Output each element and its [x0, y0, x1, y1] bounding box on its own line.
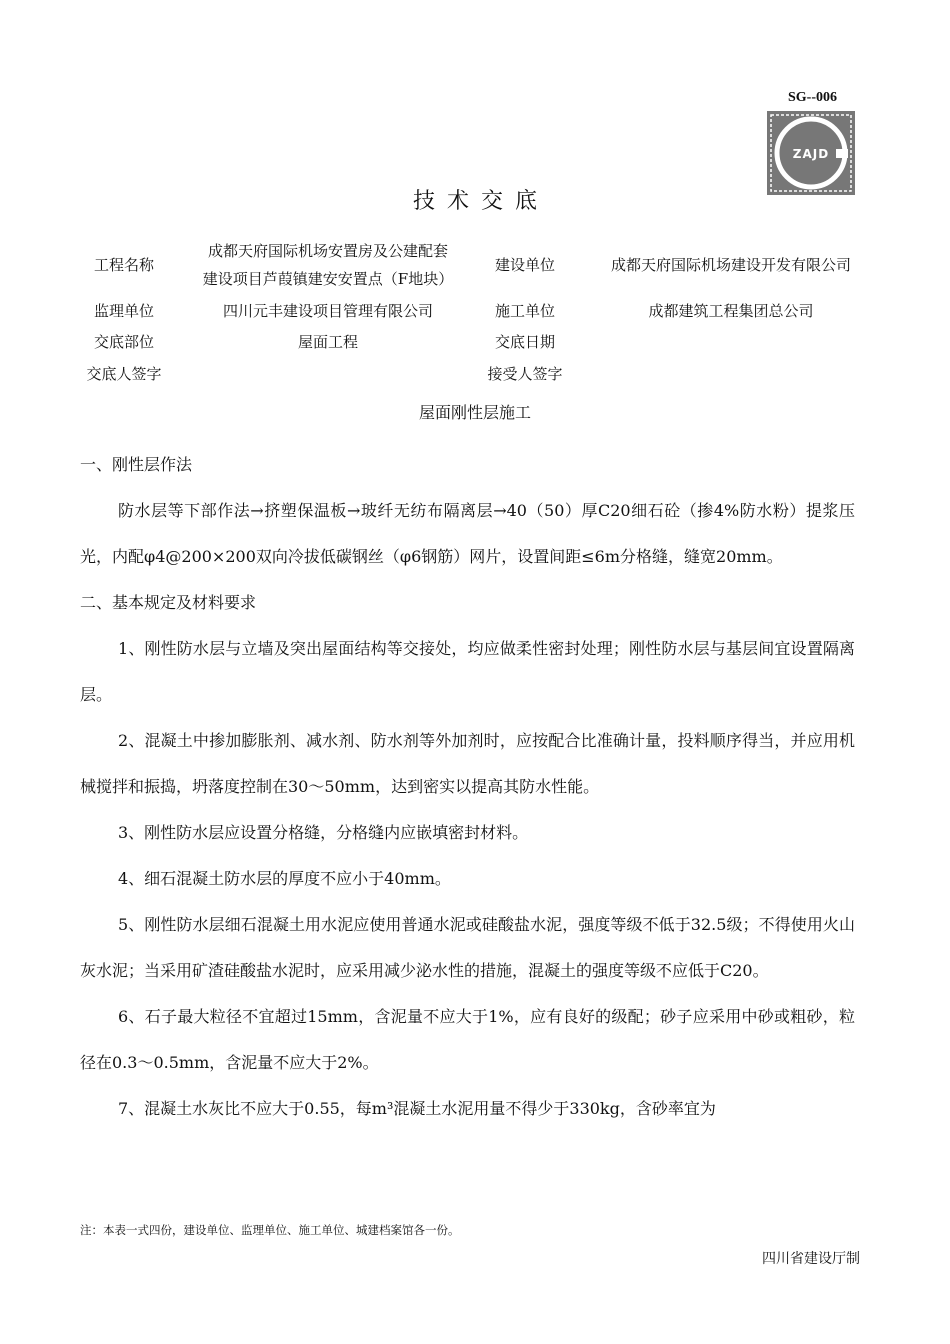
- paragraph: 7、混凝土水灰比不应大于0.55，每m³混凝土水泥用量不得少于330kg，含砂率宜为: [118, 1099, 716, 1118]
- date-label: 交底日期: [494, 333, 555, 351]
- contractor-label: 施工单位: [494, 302, 555, 320]
- paragraph: 2、混凝土中掺加膨胀剂、减水剂、防水剂等外加剂时，应按配合比准确计量，投料顺序得当，并应用机械搅拌和振捣，坍落度控制在30～50mm，达到密实以提高其防水性能。: [80, 731, 855, 796]
- supervisor-label: 监理单位: [93, 302, 154, 320]
- discloser-signature-label: 交底人签字: [86, 365, 162, 383]
- svg-text:ZAJD: ZAJD: [792, 147, 830, 161]
- project-name-line1: 成都天府国际机场安置房及公建配套: [207, 242, 448, 260]
- issuer-note: 四川省建设厅制: [762, 1251, 860, 1267]
- paragraph: 一、刚性层作法: [80, 455, 193, 474]
- contractor-value: 成都建筑工程集团总公司: [648, 302, 814, 320]
- part-label: 交底部位: [93, 333, 154, 351]
- receiver-signature-label: 接受人签字: [487, 365, 563, 383]
- paragraph: 3、刚性防水层应设置分格缝，分格缝内应嵌填密封材料。: [118, 823, 529, 842]
- project-name-line2: 建设项目芦葭镇建安安置点（F地块）: [202, 270, 454, 288]
- builder-label: 建设单位: [494, 256, 555, 274]
- footnote: 注：本表一式四份，建设单位、监理单位、施工单位、城建档案馆各一份。: [80, 1223, 460, 1237]
- document-title: 技术交底: [412, 189, 549, 214]
- project-name-label: 工程名称: [93, 256, 154, 274]
- paragraph: 5、刚性防水层细石混凝土用水泥应使用普通水泥或硅酸盐水泥，强度等级不低于32.5级；不得使用火山灰水泥；当采用矿渣硅酸盐水泥时，应采用减少泌水性的措施，混凝土的强度等级不应低于C20。: [80, 915, 855, 980]
- part-value: 屋面工程: [297, 333, 358, 351]
- supervisor-value: 四川元丰建设项目管理有限公司: [222, 302, 433, 320]
- builder-value: 成都天府国际机场建设开发有限公司: [610, 256, 851, 274]
- paragraph: 4、细石混凝土防水层的厚度不应小于40mm。: [118, 869, 451, 888]
- document-code: SG--006: [788, 90, 837, 105]
- paragraph: 防水层等下部作法→挤塑保温板→玻纤无纺布隔离层→40（50）厚C20细石砼（掺4%防水粉）提浆压光，内配φ4@200×200双向冷拔低碳钢丝（φ6钢筋）网片，设置间距≤6m分格缝，缝宽20mm。: [80, 501, 855, 566]
- document-body: [80, 442, 855, 1132]
- paragraph: 1、刚性防水层与立墙及突出屋面结构等交接处，均应做柔性密封处理；刚性防水层与基层间宜设置隔离层。: [80, 639, 855, 704]
- paragraph: 二、基本规定及材料要求: [80, 593, 257, 612]
- paragraph: 6、石子最大粒径不宜超过15mm，含泥量不应大于1%，应有良好的级配；砂子应采用中砂或粗砂，粒径在0.3～0.5mm，含泥量不应大于2%。: [80, 1007, 855, 1072]
- section-subtitle: 屋面刚性层施工: [418, 403, 531, 422]
